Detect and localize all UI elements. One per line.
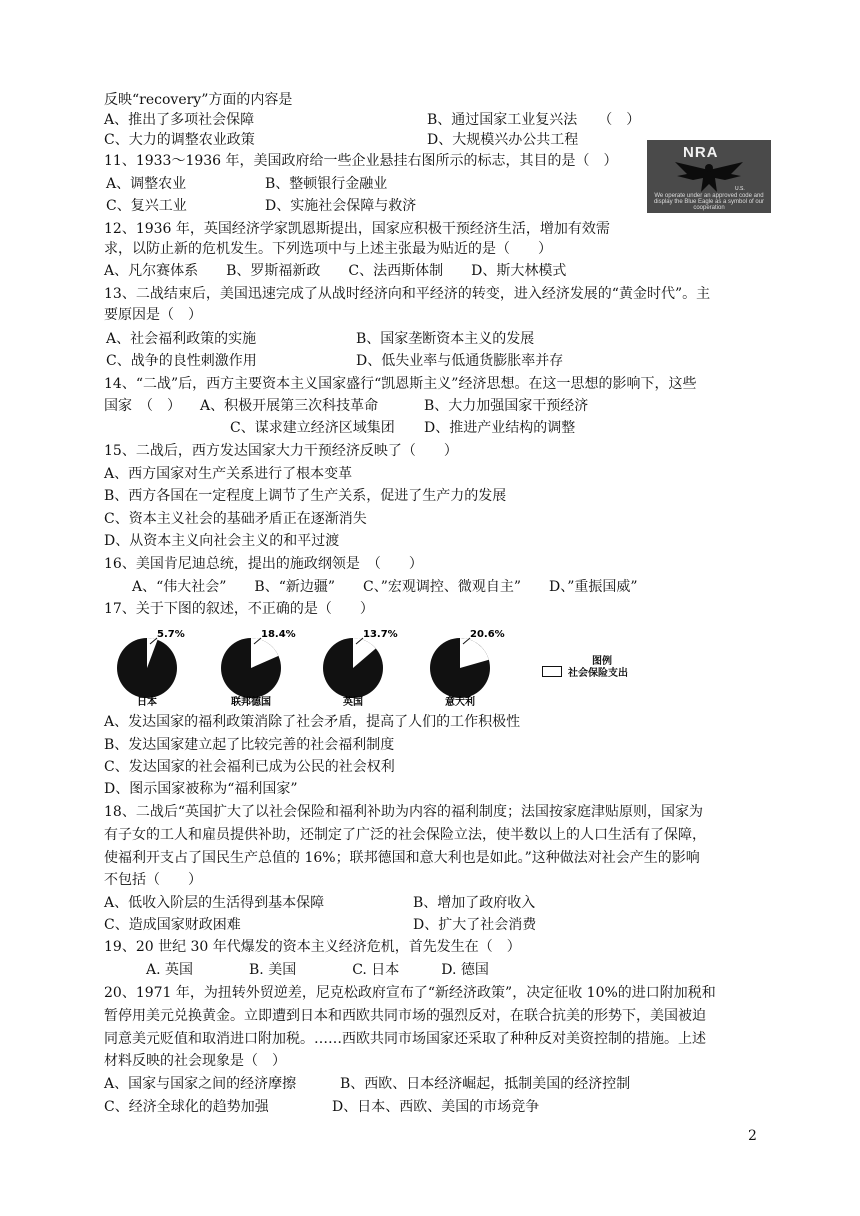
- legend-title: 图例: [592, 656, 612, 667]
- question-17: 17、关于下图的叙述，不正确的是（ ）: [104, 601, 374, 617]
- question-16: 16、美国肯尼迪总统，提出的施政纲领是 （ ）: [104, 556, 423, 572]
- option-b: B、增加了政府收入: [413, 895, 536, 911]
- pie-value-label: 5.7%: [157, 629, 185, 640]
- question-20: 20、1971 年，为扭转外贸逆差，尼克松政府宣布了“新经济政策”，决定征收 10%的进口附加税和: [104, 985, 716, 1001]
- nra-title: NRA: [683, 144, 719, 161]
- option-d: D、低失业率与低通货膨胀率并存: [356, 353, 564, 369]
- option-b: B、国家垄断资本主义的发展: [356, 331, 535, 347]
- question-20-cont: 暂停用美元兑换黄金。立即遭到日本和西欧共同市场的强烈反对，在联合抗美的形势下，美国被迫: [104, 1008, 706, 1024]
- question-13: 13、二战结束后，美国迅速完成了从战时经济向和平经济的转变，进入经济发展的“黄金时代”。主: [104, 286, 711, 302]
- pie-category-label: 意大利: [445, 697, 475, 706]
- option-b: B、西欧、日本经济崛起，抵制美国的经济控制: [340, 1076, 631, 1092]
- option-d: D、从资本主义向社会主义的和平过渡: [104, 533, 340, 549]
- option-b: B、大力加强国家干预经济: [424, 398, 589, 414]
- nra-blue-eagle-image: [647, 140, 771, 213]
- question-13-cont: 要原因是（ ）: [104, 307, 202, 323]
- option-b: B、整顿银行金融业: [265, 176, 388, 192]
- question-12-options: A、凡尔赛体系 B、罗斯福新政 C、法西斯体制 D、斯大林模式: [104, 263, 567, 279]
- option-a: A、调整农业: [106, 176, 187, 192]
- option-c: C、发达国家的社会福利已成为公民的社会权利: [104, 759, 395, 775]
- option-a: A、国家与国家之间的经济摩擦: [104, 1076, 297, 1092]
- nra-footer-text: We operate under an approved code and display the Blue Eagle as a symbol of our cooperation: [653, 193, 765, 211]
- option-a: A、积极开展第三次科技革命: [200, 398, 379, 414]
- question-text: 反映“recovery”方面的内容是: [104, 92, 293, 108]
- option-d: D、图示国家被称为“福利国家”: [104, 781, 298, 797]
- legend-label: 社会保险支出: [568, 668, 628, 679]
- option-d: D、实施社会保障与救济: [265, 198, 417, 214]
- question-20-cont: 同意美元贬值和取消进口附加税。……西欧共同市场国家还采取了种种反对美资控制的措施。上述: [104, 1031, 706, 1047]
- question-18-cont: 有子女的工人和雇员提供补助，还制定了广泛的社会保险立法，使半数以上的人口生活有了保障，: [104, 827, 706, 843]
- option-b: B、通过国家工业复兴法 （ ）: [427, 112, 641, 128]
- option-d: D、日本、西欧、美国的市场竞争: [332, 1099, 540, 1115]
- option-b: B、发达国家建立起了比较完善的社会福利制度: [104, 737, 395, 753]
- question-19: 19、20 世纪 30 年代爆发的资本主义经济危机，首先发生在（ ）: [104, 939, 521, 955]
- question-12: 12、1936 年，英国经济学家凯恩斯提出，国家应积极干预经济生活，增加有效需: [104, 221, 610, 237]
- question-18-cont: 使福利开支占了国民生产总值的 16%；联邦德国和意大利也是如此。”这种做法对社会产生的影响: [104, 850, 700, 866]
- option-c: C、经济全球化的趋势加强: [104, 1099, 269, 1115]
- option-c: C、战争的良性刺激作用: [106, 353, 257, 369]
- option-c: C、大力的调整农业政策: [104, 132, 255, 148]
- pie-category-label: 日本: [137, 697, 157, 706]
- question-16-options: A、“伟大社会” B、“新边疆” C、”宏观调控、微观自主” D、”重振国威”: [132, 579, 638, 595]
- question-18-cont: 不包括（ ）: [104, 872, 202, 888]
- legend-swatch: [542, 666, 562, 677]
- question-12-cont: 求，以防止新的危机发生。下列选项中与上述主张最为贴近的是（ ）: [104, 241, 552, 257]
- option-c: C、造成国家财政困难: [104, 917, 241, 933]
- question-20-cont: 材料反映的社会现象是（ ）: [104, 1053, 286, 1069]
- pie-value-label: 18.4%: [261, 629, 296, 640]
- question-15: 15、二战后，西方发达国家大力干预经济反映了（ ）: [104, 443, 458, 459]
- option-c: C、谋求建立经济区域集团: [230, 420, 395, 436]
- option-a: A、发达国家的福利政策消除了社会矛盾，提高了人们的工作积极性: [104, 714, 521, 730]
- question-14: 14、“二战”后，西方主要资本主义国家盛行“凯恩斯主义”经济思想。在这一思想的影响下，这些: [104, 376, 697, 392]
- option-c: C、复兴工业: [106, 198, 187, 214]
- page-number: 2: [748, 1128, 757, 1144]
- option-a: A、低收入阶层的生活得到基本保障: [104, 895, 325, 911]
- pie-category-label: 英国: [343, 697, 363, 706]
- question-11: 11、1933～1936 年，美国政府给一些企业悬挂右图所示的标志，其目的是（ ）: [104, 153, 618, 169]
- option-d: D、大规模兴办公共工程: [427, 132, 579, 148]
- question-19-options: A. 英国 B. 美国 C. 日本 D. 德国: [146, 962, 489, 978]
- pie-category-label: 联邦德国: [231, 697, 271, 706]
- option-a: A、推出了多项社会保障: [104, 112, 255, 128]
- option-a: A、社会福利政策的实施: [106, 331, 257, 347]
- option-d: D、推进产业结构的调整: [424, 420, 576, 436]
- pie-value-label: 13.7%: [363, 629, 398, 640]
- option-b: B、西方各国在一定程度上调节了生产关系，促进了生产力的发展: [104, 488, 507, 504]
- option-a: A、西方国家对生产关系进行了根本变革: [104, 466, 353, 482]
- option-c: C、资本主义社会的基础矛盾正在逐渐消失: [104, 511, 367, 527]
- option-d: D、扩大了社会消费: [413, 917, 537, 933]
- question-18: 18、二战后“英国扩大了以社会保险和福利补助为内容的福利制度；法国按家庭津贴原则，国家为: [104, 804, 703, 820]
- nra-us-text: U.S.: [735, 186, 745, 192]
- pie-value-label: 20.6%: [470, 629, 505, 640]
- question-14-cont: 国家 （ ）: [104, 398, 181, 414]
